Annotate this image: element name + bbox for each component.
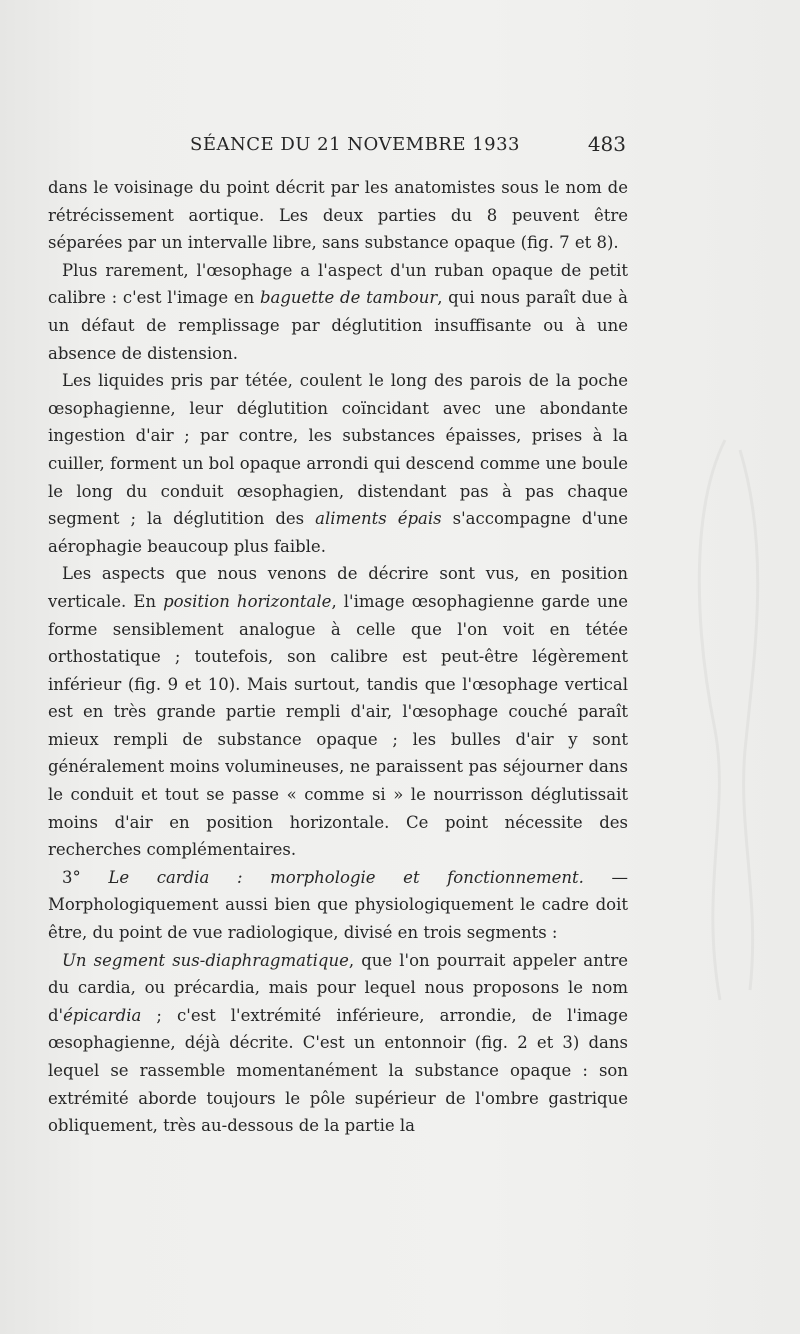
- italic-phrase: baguette de tambour: [259, 288, 438, 308]
- text-run: , qui nous paraît due à un défaut de remplissage par déglutition insuffisante ou à une absence de distension.: [48, 288, 629, 363]
- italic-phrase: épicardia: [63, 1005, 142, 1025]
- text-run: dans le voisinage du point décrit par les anatomistes sous le nom de rétrécissement aortique. Les deux parties du 8 peuvent être séparées par un intervalle libre, sans substance opaque (fig. 7 et 8).: [48, 178, 628, 253]
- page-number: 483: [587, 132, 626, 156]
- paragraph: [48, 864, 628, 947]
- running-head: [48, 130, 628, 162]
- italic-phrase: aliments épais: [315, 509, 442, 529]
- body-text: [48, 174, 628, 1140]
- italic-phrase: Le cardia : morphologie et fonctionnement.: [108, 867, 584, 887]
- paragraph: [48, 174, 628, 257]
- italic-phrase: position horizontale: [163, 591, 332, 611]
- text-run: s'accompagne d'une aérophagie beaucoup plus faible.: [48, 509, 628, 556]
- text-run: Les liquides pris par tétée, coulent le long des parois de la poche œsophagienne, leur déglutition coïncidant avec une abondante ingestion d'air ; par contre, les substances épaisses, prises à la cuiller, forment un bol opaque arrondi qui descend comme une boule le long du conduit œsophagien, distendant pas à pas chaque segment ; la déglutition des: [48, 371, 628, 529]
- paragraph: [48, 560, 628, 864]
- text-run: Plus rarement, l'œsophage a l'aspect d'un ruban opaque de petit calibre : c'est l'image en: [48, 260, 628, 308]
- text-run: 3°: [62, 867, 109, 887]
- text-run: , l'image œsophagienne garde une forme sensiblement analogue à celle que l'on voit en tétée orthostatique ; toutefois, son calibre est peut-être légèrement inférieur (fig. 9 et 10). Mais surtout, tandis que l'œsophage vertical est en très grande partie rempli d'air, l'œsophage couché paraît mieux rempli de substance opaque ; les bulles d'air y sont généralement moins volumineuses, ne paraissent pas séjourner dans le conduit et tout se passe « comme si » le nourrisson déglutissait moins d'air en position horizontale. Ce point nécessite des recherches complémentaires.: [48, 591, 628, 860]
- text-run: , que l'on pourrait appeler antre du cardia, ou précardia, mais pour lequel nous proposons le nom d': [48, 950, 628, 1025]
- header-title: SÉANCE DU 21 NOVEMBRE 1933: [190, 134, 521, 155]
- italic-phrase: Un segment sus-diaphragmatique: [62, 950, 349, 970]
- text-run: — Morphologiquement aussi bien que physiologiquement le cadre doit être, du point de vue radiologique, divisé en trois segments :: [48, 867, 628, 943]
- show-through-figure: [660, 430, 790, 1010]
- paragraph: [48, 257, 628, 367]
- paragraph: [48, 947, 628, 1140]
- text-run: ; c'est l'extrémité inférieure, arrondie, de l'image œsophagienne, déjà décrite. C'est un entonnoir (fig. 2 et 3) dans lequel se rassemble momentanément la substance opaque : son extrémité aborde toujours le pôle supérieur de l'ombre gastrique obliquement, très au-dessous de la partie la: [48, 1005, 628, 1136]
- text-run: Les aspects que nous venons de décrire sont vus, en position verticale. En: [48, 564, 628, 611]
- paragraph: [48, 367, 628, 560]
